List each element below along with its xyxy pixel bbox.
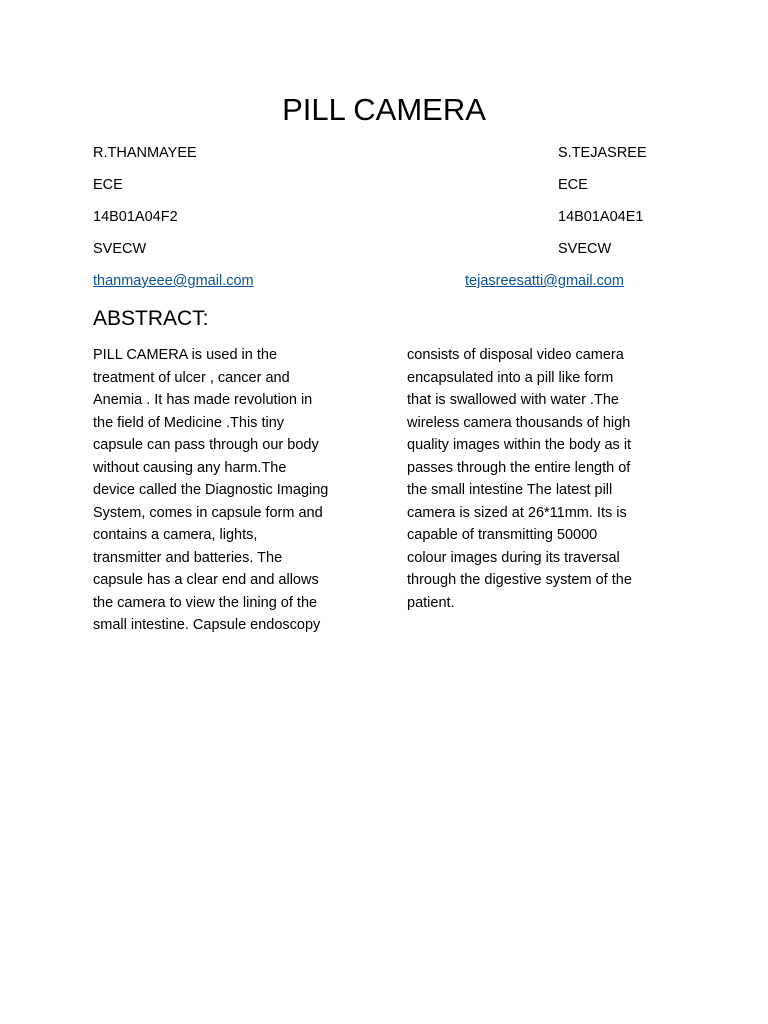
author-block-left (93, 137, 254, 297)
abstract-line: the small intestine The latest pill (407, 482, 613, 498)
abstract-line: colour images during its traversal (407, 549, 620, 566)
abstract-line: Anemia . It has made revolution in (93, 392, 313, 408)
abstract-heading: ABSTRACT: (93, 307, 209, 330)
abstract-line: through the digestive system of the (407, 572, 632, 588)
abstract-line: the field of Medicine .This tiny (93, 414, 285, 431)
abstract-line: System, comes in capsule form and (93, 504, 323, 521)
abstract-line: quality images within the body as it (407, 437, 632, 453)
abstract-line: transmitter and batteries. The (93, 549, 283, 566)
author-department: ECE (93, 177, 123, 193)
abstract-line: device called the Diagnostic Imaging (93, 482, 329, 498)
abstract-line: that is swallowed with water .The (407, 392, 619, 408)
abstract-line: contains a camera, lights, (93, 527, 258, 543)
abstract-line: camera is sized at 26*11mm. Its is (407, 504, 627, 521)
abstract-line: treatment of ulcer , cancer and (93, 369, 290, 386)
author-name: R.THANMAYEE (93, 145, 197, 161)
abstract-column-left (93, 344, 365, 637)
abstract-line: small intestine. Capsule endoscopy (93, 617, 321, 633)
author-roll-number: 14B01A04E1 (558, 209, 644, 225)
abstract-line: capsule can pass through our body (93, 437, 319, 453)
author-name: S.TEJASREE (558, 145, 647, 161)
abstract-line: passes through the entire length of (407, 459, 631, 476)
abstract-line: capable of transmitting 50000 (407, 527, 598, 543)
author-roll-number: 14B01A04F2 (93, 209, 178, 225)
abstract-line: the camera to view the lining of the (93, 594, 318, 611)
author-college: SVECW (93, 241, 147, 257)
abstract-line: patient. (407, 594, 455, 611)
author-email-link[interactable]: tejasreesatti@gmail.com (465, 273, 624, 289)
abstract-line: consists of disposal video camera (407, 347, 624, 363)
author-email-link[interactable]: thanmayeee@gmail.com (93, 273, 254, 289)
abstract-line: without causing any harm.The (93, 459, 287, 476)
abstract-line: PILL CAMERA is used in the (93, 347, 278, 363)
document-title: PILL CAMERA (282, 92, 486, 127)
author-college: SVECW (558, 241, 612, 257)
abstract-line: capsule has a clear end and allows (93, 572, 319, 588)
author-block-right (465, 137, 647, 297)
abstract-line: wireless camera thousands of high (407, 414, 631, 431)
author-department: ECE (558, 177, 588, 193)
abstract-line: encapsulated into a pill like form (407, 369, 614, 386)
abstract-column-right (407, 344, 679, 614)
